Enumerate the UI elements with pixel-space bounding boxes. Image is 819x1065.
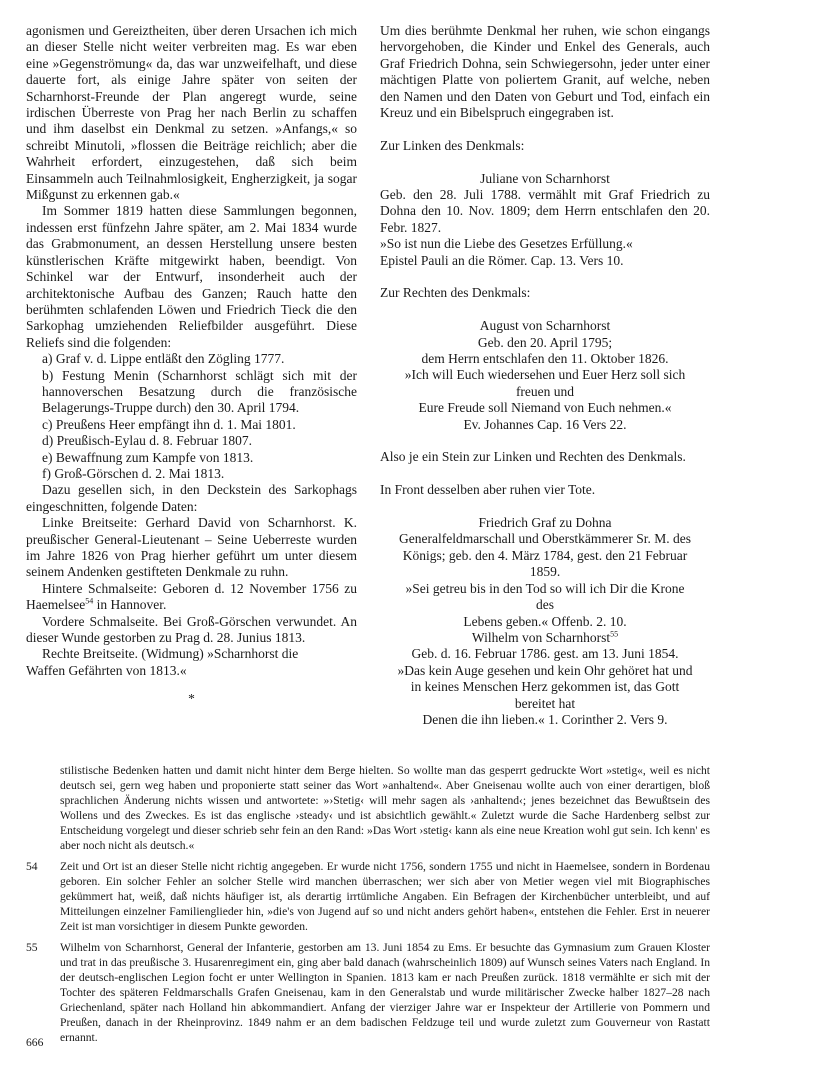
- inscription-august-line: Geb. den 20. April 1795;: [477, 334, 613, 350]
- paragraph-vier-tote: In Front desselben aber ruhen vier Tote.: [380, 482, 596, 498]
- hintere-schmalseite-text: Hintere Schmalseite: Geboren d. 12 November 1756 zu Haemelsee: [26, 580, 357, 613]
- relief-item-f: f) Groß-Görschen d. 2. Mai 1813.: [42, 465, 225, 481]
- inscription-juliane-text: Geb. den 28. Juli 1788. vermählt mit Graf Friedrich zu Dohna den 10. Nov. 1809; dem Herrn entschlafen den 20. Febr. 1827.: [380, 187, 710, 235]
- inscription-wilhelm-line: in keines Menschen Herz gekommen ist, das Gott: [410, 679, 680, 695]
- paragraph-hintere-schmalseite: [26, 581, 357, 614]
- inscription-dohna-line: Königs; geb. den 4. März 1784, gest. den 21 Februar: [402, 547, 688, 563]
- paragraph-denkmal-intro: Um dies berühmte Denkmal her ruhen, wie schon eingangs hervorgehoben, die Kinder und Enkel des Generals, auch Graf Friedrich Dohna, sein Schwiegersohn, jeder unter einer mächtigen Platte von poliertem Granit, auf welche, neben den Namen und den Daten von Geburt und Tod, einfach ein Kreuz und ein Bibelspruch eingegraben ist.: [380, 23, 710, 121]
- paragraph-linke-breitseite: Linke Breitseite: Gerhard David von Scharnhorst. K. preußischer General-Lieutenant – Seine Ueberreste wurden im Jahre 1826 von Prag hierher geführt um unter diesem seinem Andenken gestifteten Denkmale zu ruhn.: [26, 515, 357, 580]
- inscription-august-line: freuen und: [515, 383, 575, 399]
- footnote-54-number: 54: [26, 860, 38, 873]
- footnotes: [26, 763, 710, 1045]
- inscription-dohna-line: 1859.: [529, 564, 561, 580]
- relief-item-c: c) Preußens Heer empfängt ihn d. 1. Mai 1801.: [42, 416, 296, 432]
- footnote-55-text: Wilhelm von Scharnhorst, General der Infanterie, gestorben am 13. Juni 1854 zu Ems. Er besuchte das Gymnasium zum Grauen Kloster und trat in das preußische 3. Husarenregiment ein, ging aber bald danach (wahrscheinlich 1809) auf Wunsch seines Vaters nach England. In der deutsch-englischen Legion focht er unter Wellington in Spanien. 1813 kam er nach Preußen zurück. 1818 vermählte er sich mit der Tochter des späteren Feldmarschalls Grafen Gneisenau, kam in den Generalstab und wurde militärischer Zwecke halber 1827–28 nach Griechenland, später nach Holland hin abkommandiert. Anfang der vierziger Jahre war er Inspekteur der Artillerie von Pommern und Preußen, danach in der Rheinprovinz. 1849 nahm er an dem badischen Feldzuge teil und wurde zuletzt zum Gouverneur von Rastatt ernannt.: [60, 941, 710, 1044]
- inscription-dohna-line: Lebens geben.« Offenb. 2. 10.: [463, 613, 627, 629]
- paragraph-gegenstroemung: agonismen und Gereiztheiten, über deren Ursachen ich mich an dieser Stelle nicht weiter verbreiten mag. Es war eben eine »Gegenströmung« da, das war unzweifelhaft, und diese dauerte fort, als einige Jahre später von seiten der Scharnhorst-Freunde der Plan angeregt wurde, seine irdischen Überreste von Prag her nach Berlin zu schaffen und ihm daselbst ein Denkmal zu setzen. »Anfangs,« so schreibt Minutoli, »flossen die Beiträge reichlich; aber die Wahrheit erfordert, einzugestehen, daß sich beim Einsammeln auch Teilnahmlosigkeit, Engherzigkeit, ja sogar Mißgunst zu erkennen gab.«: [26, 23, 357, 203]
- inscription-juliane-reference: Epistel Pauli an die Römer. Cap. 13. Vers 10.: [380, 252, 624, 268]
- footnote-ref-55[interactable]: 55: [610, 629, 619, 639]
- relief-item-b: b) Festung Menin (Scharnhorst schlägt sich mit der hannoverschen Besatzung durch die französische Belagerungs-Truppe durch) den 30. April 1794.: [42, 367, 357, 416]
- section-separator-star: *: [188, 691, 195, 707]
- paragraph-sammlungen: Im Sommer 1819 hatten diese Sammlungen begonnen, indessen erst fünfzehn Jahre später, am 2. Mai 1834 wurde das Grabmonument, an dessen Herstellung unsere besten künstlerischen Kräfte mitgewirkt haben, beendigt. Von Schinkel war der Entwurf, insonderheit auch der architektonische Aufbau des Ganzen; Rauch hatte den berühmten schlafenden Löwen und Friedrich Tieck die den Sarkophag umziehenden Reliefbilder ausgeführt. Diese Reliefs sind die folgenden:: [26, 203, 357, 350]
- inscription-wilhelm-line: »Das kein Auge gesehen und kein Ohr gehöret hat und: [397, 662, 693, 678]
- inscription-dohna-line: »Sei getreu bis in den Tod so will ich Dir die Krone: [405, 580, 685, 596]
- inscription-wilhelm-line: Denen die ihn lieben.« 1. Corinther 2. Vers 9.: [422, 711, 668, 727]
- inscription-wilhelm-line: Geb. d. 16. Februar 1786. gest. am 13. Juni 1854.: [411, 646, 679, 662]
- relief-item-d: d) Preußisch-Eylau d. 8. Februar 1807.: [42, 433, 252, 449]
- heading-zur-rechten: Zur Rechten des Denkmals:: [380, 285, 531, 301]
- footnote-55: [26, 940, 710, 1045]
- footnote-54-text: Zeit und Ort ist an dieser Stelle nicht richtig angegeben. Er wurde nicht 1756, sondern 1755 und nicht in Haemelsee, sondern in Bordenau geboren. Ein solcher Fehler an solcher Stelle wird manchen überraschen; wer sich aber von Metier wegen viel mit Biographisches gekümmert hat, weiß, daß nichts häufiger ist, als derartig irrtümliche Angaben. Ein Befragen der Kirchenbücher unterbleibt, und auf Mitteilungen einzelner Familienglieder hin, »die's von Jugend auf so und nicht anders gehört haben«, entstehen die Fehler. Erst in neuerer Zeit ist man vorsichtiger in diesem Punkte geworden.: [60, 860, 710, 933]
- inscription-august-line: »Ich will Euch wiedersehen und Euer Herz soll sich: [404, 367, 686, 383]
- paragraph-also-je-ein-stein: Also je ein Stein zur Linken und Rechten des Denkmals.: [380, 449, 686, 465]
- relief-item-a: a) Graf v. d. Lippe entläßt den Zögling 1777.: [42, 351, 285, 367]
- page-number: 666: [26, 1036, 44, 1049]
- paragraph-rechte-breitseite-line1: Rechte Breitseite. (Widmung) »Scharnhorst die: [42, 646, 299, 662]
- relief-item-e: e) Bewaffnung zum Kampfe von 1813.: [42, 449, 254, 465]
- wilhelm-name-text: Wilhelm von Scharnhorst: [471, 629, 611, 645]
- paragraph-vordere-schmalseite: Vordere Schmalseite. Bei Groß-Görschen verwundet. An dieser Wunde gestorben zu Prag d. 28. Junius 1813.: [26, 613, 357, 646]
- inscription-juliane-verse: »So ist nun die Liebe des Gesetzes Erfüllung.«: [380, 236, 633, 252]
- inscription-august-line: Eure Freude soll Niemand von Euch nehmen.«: [418, 400, 672, 416]
- paragraph-deckstein: Dazu gesellen sich, in den Deckstein des Sarkophags eingeschnitten, folgende Daten:: [26, 482, 357, 514]
- footnote-54: [26, 859, 710, 934]
- left-column: [26, 23, 357, 708]
- heading-zur-linken: Zur Linken des Denkmals:: [380, 137, 525, 153]
- inscription-dohna-line: Friedrich Graf zu Dohna: [478, 515, 612, 531]
- inscription-dohna-line: Generalfeldmarschall und Oberstkämmerer Sr. M. des: [398, 531, 692, 547]
- right-column: [380, 23, 710, 728]
- inscription-wilhelm-name: [380, 630, 710, 646]
- inscription-august-line: dem Herrn entschlafen den 11. Oktober 1826.: [421, 351, 669, 367]
- paragraph-rechte-breitseite-line2: Waffen Gefährten von 1813.«: [26, 662, 187, 678]
- footnote-ref-54[interactable]: 54: [85, 596, 94, 606]
- footnote-continuation-text: stilistische Bedenken hatten und damit nicht hinter dem Berge hielten. So wollte man das gesperrt gedruckte Wort »stetig«, weil es nicht deutsch sei, gern weg haben und proponierte statt seiner das Wort »anhaltend«. Aber Gneisenau wollte auch von einer derartigen, bloß sprachlichen Änderung nichts wissen und antwortete: »›Stetig‹ will mehr sagen als ›anhaltend‹; jenes bezeichnet das Bewußtsein des Wollens und des Zweckes. Es ist das englische ›steady‹ und ist absichtlich gewählt.« Zuletzt wurde die Sache Hardenberg selbst zur Entscheidung vorgelegt und dieser schrieb sehr fein an den Rand: »Das Wort ›stetig‹ kann als eine neue Kreation wohl gut sein. Ich kenn' es aber noch nicht als deutsch.«: [60, 764, 710, 852]
- inscription-wilhelm-line: bereitet hat: [514, 695, 576, 711]
- hintere-schmalseite-text-end: in Hannover.: [93, 597, 167, 613]
- inscription-juliane-name: Juliane von Scharnhorst: [480, 170, 610, 186]
- footnote-55-number: 55: [26, 941, 38, 954]
- inscription-dohna-line: des: [536, 597, 554, 613]
- inscription-august-line: August von Scharnhorst: [479, 318, 611, 334]
- footnote-continuation: [26, 763, 710, 853]
- inscription-august-line: Ev. Johannes Cap. 16 Vers 22.: [463, 416, 627, 432]
